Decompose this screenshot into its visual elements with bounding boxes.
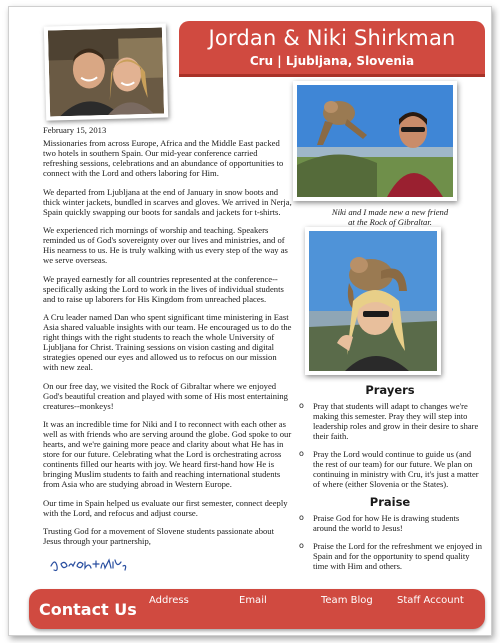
list-item: o Praise the Lord for the refreshment we enjoyed in Spain and for the opportunity to spend quality time with Him and others.: [299, 541, 482, 571]
staff-account-link[interactable]: Staff Account: [397, 595, 464, 606]
team-blog-link[interactable]: Team Blog: [321, 595, 373, 606]
title-banner: [179, 21, 485, 77]
address-link[interactable]: Address: [149, 595, 189, 606]
letter-paragraph-3: We experienced rich mornings of worship and teaching. Speakers reminded us of God's sovereignty over our lives and ministries, and of His nearness to us. He is truly walking with us every step of the way as we serve overseas.: [43, 225, 288, 265]
letter-paragraph-7: It was an incredible time for Niki and I to reconnect with each other as well as with friends who are serving around the globe. God spoke to our hearts, and we're gaining more peace and clarity about what He has in store for our future. Celebrating what the Lord is orchestrating across continents filled our hearts with joy. We heard first-hand how He is bringing Muslim students to faith and reaching international students from Asia who are studying abroad in Western Europe.: [43, 419, 292, 489]
letter-paragraph-6: On our free day, we visited the Rock of Gibraltar where we enjoyed God's beautiful creation and played with some of His most entertaining creatures--monkeys!: [43, 380, 288, 411]
letter-paragraph-4: We prayed earnestly for all countries represented at the conference--specifically asking the Lord to work in the lives of individual students and to raise up laborers for His Kingdom from unreached places.: [43, 273, 284, 304]
signature: [49, 554, 129, 574]
ministry-location: Cru | Ljubljana, Slovenia: [249, 54, 415, 68]
prayer-praise-section: [297, 385, 483, 579]
list-item: o Pray the Lord would continue to guide us (and the rest of our team) for our future. We plan on continuing in ministry with Cru, it's just a matter of where (either Slovenia or the States).: [299, 449, 479, 489]
letter-paragraph-1: Missionaries from across Europe, Africa and the Middle East packed two hotels in southern Spain. Our mid-year conference carried refreshing sessions, celebrations and an abundance of opportunities to connect with the Lord and others laboring for Him.: [43, 138, 284, 178]
letter-paragraph-9: Trusting God for a movement of Slovene students passionate about Jesus through your partnership,: [43, 526, 274, 546]
caption-line-1: Niki and I made new a new friend: [331, 207, 449, 217]
letter-paragraph-5: A Cru leader named Dan who spent significant time ministering in East Asia shared valuable insights with our team. He encouraged us to do the right things with the right students to reach the whole University of Ljubljana for Christ. Training sessions on vision casting and digital strategies opened our eyes and allowed us to refocus on our mission with new zeal.: [43, 312, 292, 372]
contact-us-label: Contact Us: [39, 600, 137, 619]
list-item: o Praise God for how He is drawing students around the world to Jesus!: [299, 513, 460, 533]
page-title: Jordan & Niki Shirkman: [208, 26, 456, 50]
photo-caption: [307, 207, 473, 227]
bullet-icon: o: [299, 513, 304, 522]
prayers-heading: Prayers: [365, 383, 415, 397]
monkey-photo: [305, 227, 441, 375]
praise-heading: Praise: [369, 495, 411, 509]
gibraltar-photo: [293, 81, 457, 201]
bullet-icon: o: [299, 449, 304, 458]
letter-paragraph-2: We departed from Ljubljana at the end of January in snow boots and thick winter jackets, bundled in scarves and gloves. We arrived in Nerja, Spain quickly swapping our boots for sandals and jackets for t-shirts.: [43, 186, 292, 217]
contact-footer: [29, 589, 485, 629]
bullet-icon: o: [299, 541, 304, 550]
email-link[interactable]: Email: [239, 595, 267, 606]
newsletter-page: [8, 6, 492, 636]
bullet-icon: o: [299, 401, 304, 410]
letter-paragraph-8: Our time in Spain helped us evaluate our first semester, connect deeply with the Lord, and refocus and adjust course.: [43, 497, 288, 518]
list-item: o Pray that students will adapt to changes we're making this semester. Pray they will step into leadership roles and grow in their desire to share their faith.: [299, 401, 479, 441]
letter-date: February 15, 2013: [43, 125, 107, 135]
praise-list: [297, 513, 483, 571]
caption-line-2: at the Rock of Gibraltar.: [348, 217, 432, 227]
letter-body: [43, 125, 293, 555]
prayers-list: [297, 401, 483, 489]
couple-photo: [44, 23, 168, 120]
